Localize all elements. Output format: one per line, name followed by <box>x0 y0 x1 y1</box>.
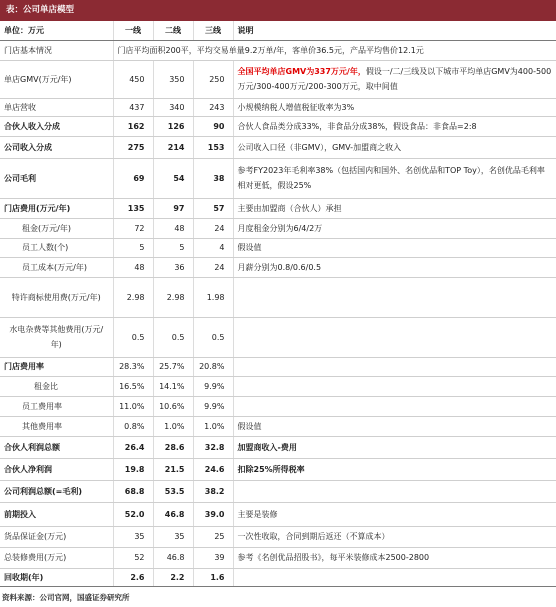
table-row <box>0 480 556 502</box>
unit-label: 单位：万元 <box>0 21 113 40</box>
row-label: 货品保证金(万元) <box>0 526 113 547</box>
cell-tier1: 2.98 <box>113 277 153 317</box>
row-note <box>233 480 556 502</box>
row-label: 公司毛利 <box>0 158 113 198</box>
cell-tier2: 28.6 <box>153 436 193 458</box>
cell-tier3: 24.6 <box>193 458 233 480</box>
header-row <box>0 21 556 40</box>
row-note <box>233 317 556 357</box>
cell-tier2: 2.2 <box>153 568 193 586</box>
row-label: 员工成本(万元/年) <box>0 257 113 277</box>
row-note: 公司收入口径（非GMV），GMV-加盟商之收入 <box>233 136 556 158</box>
cell-tier2: 340 <box>153 98 193 116</box>
row-label: 单店营收 <box>0 98 113 116</box>
cell-tier3: 153 <box>193 136 233 158</box>
row-label: 总装修费用(万元) <box>0 547 113 568</box>
table-row <box>0 60 556 98</box>
row-note: 加盟商收入-费用 <box>233 436 556 458</box>
cell-tier3: 38 <box>193 158 233 198</box>
cell-tier1: 19.8 <box>113 458 153 480</box>
cell-tier1: 275 <box>113 136 153 158</box>
store-model-table <box>0 21 556 587</box>
cell-tier1: 5 <box>113 238 153 257</box>
cell-tier3: 4 <box>193 238 233 257</box>
cell-tier2: 14.1% <box>153 376 193 396</box>
table-row <box>0 526 556 547</box>
table-row <box>0 568 556 586</box>
cell-tier2: 35 <box>153 526 193 547</box>
table-row <box>0 547 556 568</box>
cell-tier1: 26.4 <box>113 436 153 458</box>
cell-tier1: 437 <box>113 98 153 116</box>
row-note: 假设值 <box>233 416 556 436</box>
row-label: 门店费用率 <box>0 357 113 376</box>
row-note: 一次性收取，合同到期后返还（不算成本） <box>233 526 556 547</box>
cell-tier2: 48 <box>153 218 193 238</box>
cell-tier2: 5 <box>153 238 193 257</box>
cell-tier3: 25 <box>193 526 233 547</box>
row-label: 员工人数(个) <box>0 238 113 257</box>
table-row <box>0 238 556 257</box>
cell-tier2: 2.98 <box>153 277 193 317</box>
cell-tier3: 20.8% <box>193 357 233 376</box>
cell-tier2: 97 <box>153 198 193 218</box>
col-tier1-header: 一线 <box>113 21 153 40</box>
row-note: 扣除25%所得税率 <box>233 458 556 480</box>
cell-tier3: 32.8 <box>193 436 233 458</box>
row-label: 合伙人利润总额 <box>0 436 113 458</box>
row-note: 假设值 <box>233 238 556 257</box>
row-note: 月薪分别为0.8/0.6/0.5 <box>233 257 556 277</box>
table-row <box>0 396 556 416</box>
cell-tier3: 243 <box>193 98 233 116</box>
table-title: 表：公司单店模型 <box>0 0 556 21</box>
row-label: 合伙人收入分成 <box>0 116 113 136</box>
table-row <box>0 317 556 357</box>
cell-tier3: 1.0% <box>193 416 233 436</box>
table-row <box>0 40 556 60</box>
cell-tier1: 72 <box>113 218 153 238</box>
row-note <box>233 568 556 586</box>
row-note: 小规模纳税人增值税征收率为3% <box>233 98 556 116</box>
table-row <box>0 458 556 480</box>
table-row <box>0 218 556 238</box>
cell-tier2: 1.0% <box>153 416 193 436</box>
table-row <box>0 98 556 116</box>
cell-tier2: 36 <box>153 257 193 277</box>
table-row <box>0 116 556 136</box>
cell-tier3: 250 <box>193 60 233 98</box>
cell-tier2: 126 <box>153 116 193 136</box>
table-row <box>0 376 556 396</box>
cell-tier3: 39 <box>193 547 233 568</box>
row-label: 其他费用率 <box>0 416 113 436</box>
row-label: 公司收入分成 <box>0 136 113 158</box>
cell-tier2: 25.7% <box>153 357 193 376</box>
cell-tier2: 0.5 <box>153 317 193 357</box>
row-note <box>233 60 556 98</box>
cell-tier1: 16.5% <box>113 376 153 396</box>
row-note: 主要是装修 <box>233 502 556 526</box>
row-label: 门店基本情况 <box>0 40 113 60</box>
row-note <box>233 277 556 317</box>
cell-tier1: 48 <box>113 257 153 277</box>
table-row <box>0 198 556 218</box>
cell-tier1: 2.6 <box>113 568 153 586</box>
cell-tier2: 21.5 <box>153 458 193 480</box>
table-row <box>0 257 556 277</box>
cell-tier1: 11.0% <box>113 396 153 416</box>
col-tier3-header: 三线 <box>193 21 233 40</box>
table-row <box>0 502 556 526</box>
cell-tier1: 135 <box>113 198 153 218</box>
row-note: 主要由加盟商（合伙人）承担 <box>233 198 556 218</box>
row-note: 参考《名创优品招股书》，每平米装修成本2500-2800 <box>233 547 556 568</box>
cell-tier1: 52.0 <box>113 502 153 526</box>
row-label: 前期投入 <box>0 502 113 526</box>
cell-tier3: 0.5 <box>193 317 233 357</box>
row-label: 公司利润总额(=毛利) <box>0 480 113 502</box>
col-tier2-header: 二线 <box>153 21 193 40</box>
row-label: 员工费用率 <box>0 396 113 416</box>
cell-tier3: 1.6 <box>193 568 233 586</box>
row-label: 租金比 <box>0 376 113 396</box>
cell-tier1: 0.8% <box>113 416 153 436</box>
row-note: 月度租金分别为6/4/2万 <box>233 218 556 238</box>
row-note <box>233 396 556 416</box>
cell-tier1: 35 <box>113 526 153 547</box>
source-note: 资料来源：公司官网，国盛证券研究所 <box>2 593 130 602</box>
row-label: 水电杂费等其他费用(万元/年) <box>0 317 113 357</box>
row-merged-note: 门店平均面积200平，平均交易单量9.2万单/年，客单价36.5元，产品平均售价12.1元 <box>113 40 556 60</box>
cell-tier2: 54 <box>153 158 193 198</box>
row-note: 合伙人食品类分成33%，非食品分成38%，假设食品：非食品=2:8 <box>233 116 556 136</box>
cell-tier1: 162 <box>113 116 153 136</box>
row-label: 门店费用(万元/年) <box>0 198 113 218</box>
table-row <box>0 277 556 317</box>
cell-tier2: 214 <box>153 136 193 158</box>
cell-tier3: 9.9% <box>193 396 233 416</box>
cell-tier2: 350 <box>153 60 193 98</box>
cell-tier1: 450 <box>113 60 153 98</box>
cell-tier3: 39.0 <box>193 502 233 526</box>
cell-tier3: 1.98 <box>193 277 233 317</box>
note-text: 假设一/二/三线及以下城市平均单店GMV为400-500万元/300-400万元/200-300万元，取中间值 <box>237 67 552 91</box>
row-label: 回收期(年) <box>0 568 113 586</box>
cell-tier2: 53.5 <box>153 480 193 502</box>
row-label: 特许商标使用费(万元/年) <box>0 277 113 317</box>
cell-tier2: 10.6% <box>153 396 193 416</box>
highlight-text: 全国平均单店GMV为337万元/年， <box>237 67 366 76</box>
cell-tier3: 24 <box>193 257 233 277</box>
cell-tier1: 28.3% <box>113 357 153 376</box>
table-row <box>0 357 556 376</box>
cell-tier3: 90 <box>193 116 233 136</box>
table-row <box>0 136 556 158</box>
cell-tier3: 38.2 <box>193 480 233 502</box>
cell-tier2: 46.8 <box>153 547 193 568</box>
cell-tier3: 9.9% <box>193 376 233 396</box>
table-row <box>0 416 556 436</box>
cell-tier1: 0.5 <box>113 317 153 357</box>
cell-tier1: 68.8 <box>113 480 153 502</box>
cell-tier1: 52 <box>113 547 153 568</box>
cell-tier2: 46.8 <box>153 502 193 526</box>
row-label: 租金(万元/年) <box>0 218 113 238</box>
row-label: 单店GMV(万元/年) <box>0 60 113 98</box>
table-row <box>0 436 556 458</box>
row-note <box>233 357 556 376</box>
row-note <box>233 376 556 396</box>
cell-tier3: 57 <box>193 198 233 218</box>
cell-tier3: 24 <box>193 218 233 238</box>
row-label: 合伙人净利润 <box>0 458 113 480</box>
row-note: 参考FY2023年毛利率38%（包括国内和国外、名创优品和TOP Toy），名创优品毛利率相对更低，假设25% <box>233 158 556 198</box>
table-row <box>0 158 556 198</box>
note-header: 说明 <box>233 21 556 40</box>
cell-tier1: 69 <box>113 158 153 198</box>
